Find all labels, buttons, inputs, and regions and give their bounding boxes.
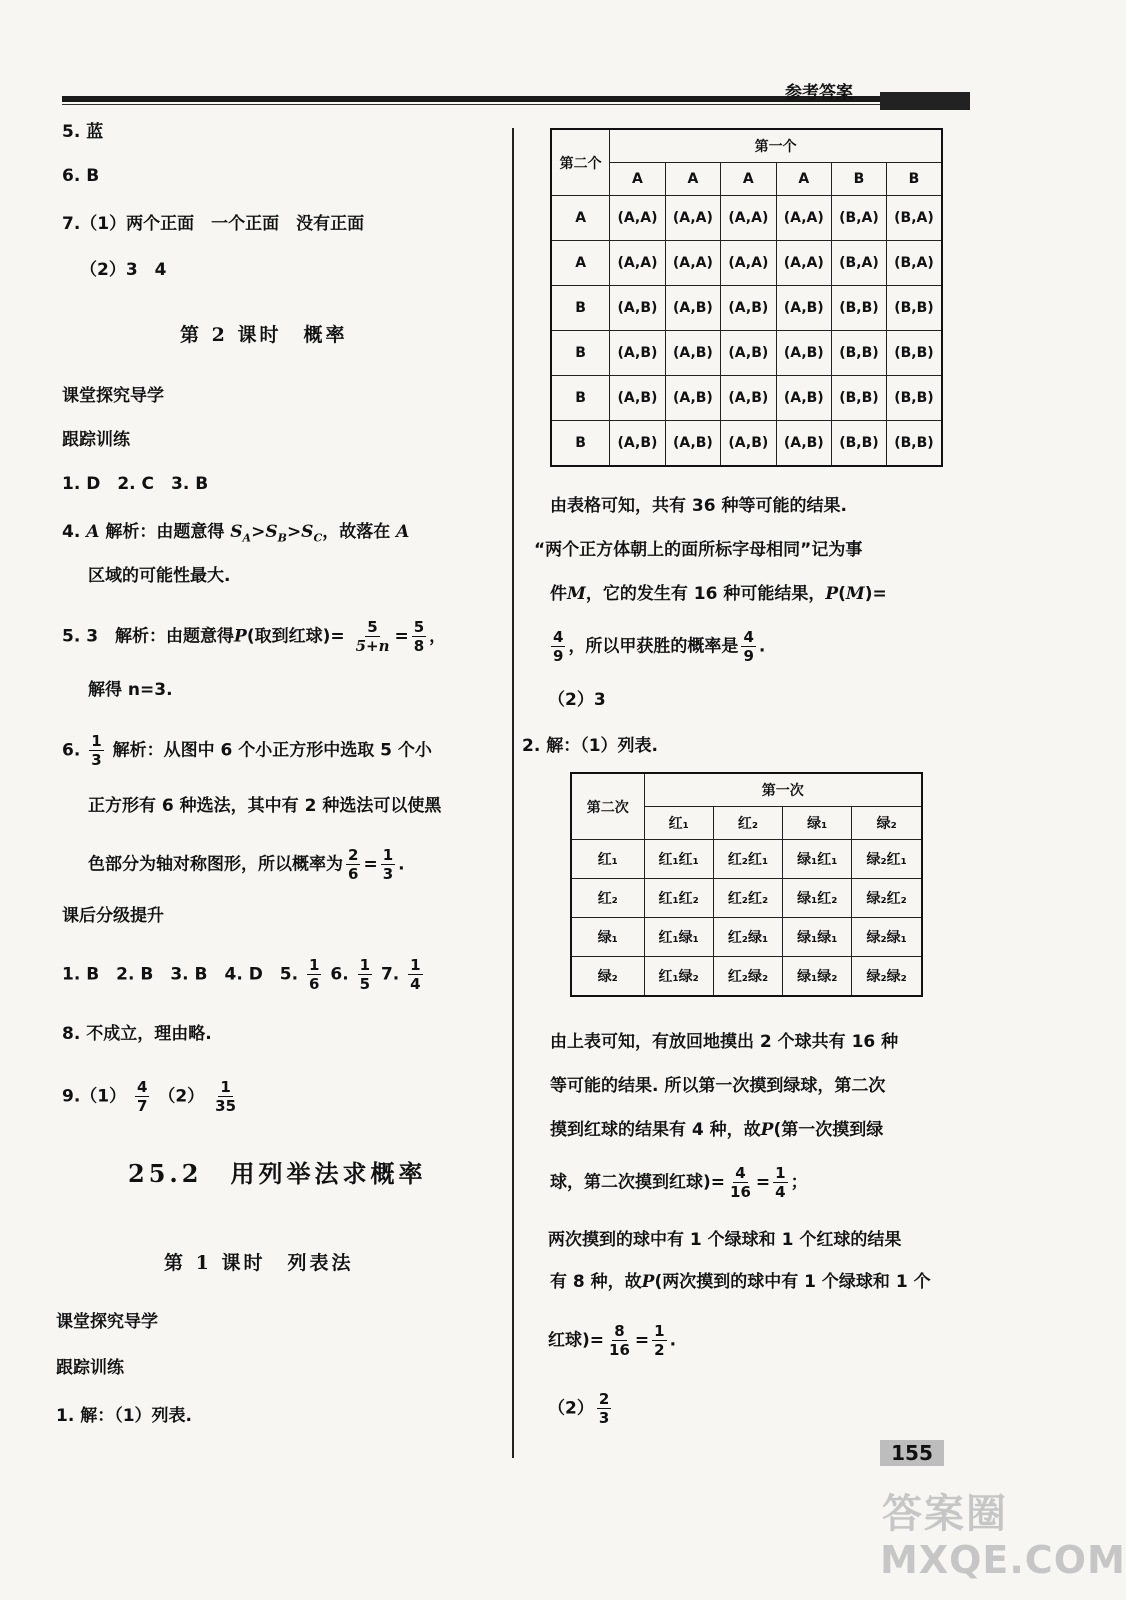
table2-corner: 第二次 (571, 773, 644, 840)
r10-fraction-2: $\frac{1}{4}$ (775, 1164, 786, 1201)
header-rule (62, 96, 882, 102)
table1-col: B (886, 163, 942, 196)
right-r13: 红球)= $\frac{8}{16}$ = $\frac{1}{2}$ . (548, 1322, 677, 1359)
table2-cell: 红₂红₁ (713, 840, 782, 879)
t4-text: 解析：由题意得 (105, 522, 225, 542)
table2-col: 红₂ (713, 807, 782, 840)
section-title-lesson2: 第 2 课时 概率 (180, 324, 348, 346)
t4-letter: A (86, 522, 100, 542)
table1-row-head: B (551, 331, 610, 376)
table1-row-head: A (551, 241, 610, 286)
table1-cell: (A,B) (665, 286, 720, 331)
table2-cell: 红₂绿₂ (713, 957, 782, 997)
right-r8: 等可能的结果. 所以第一次摸到绿球，第二次 (550, 1076, 886, 1096)
table1-cell: (B,A) (886, 196, 942, 241)
table2-cell: 红₁红₁ (644, 840, 713, 879)
table2-cell: 绿₁红₂ (783, 879, 852, 918)
table1-col: A (665, 163, 720, 196)
header-tab-bar (880, 92, 970, 110)
table1-cell: (A,B) (721, 286, 776, 331)
table1-col: A (776, 163, 831, 196)
r13-fraction-1: $\frac{8}{16}$ (609, 1322, 630, 1359)
table2-cell: 绿₂绿₂ (852, 957, 922, 997)
table1-cell: (A,B) (721, 421, 776, 467)
table-row (551, 376, 942, 421)
t5-text: 5. 3 解析：由题意得 (62, 626, 235, 647)
t4-letter2: A (396, 522, 410, 542)
table-row (571, 879, 922, 918)
table2-cell: 红₁红₂ (644, 879, 713, 918)
track-answers-1-3: 1. D 2. C 3. B (62, 474, 209, 494)
table1-cell: (A,B) (776, 331, 831, 376)
table1-row-head: B (551, 376, 610, 421)
table1-cell: (A,B) (610, 421, 665, 467)
right-r3: 件M，它的发生有 16 种可能结果，P(M)= (550, 584, 887, 604)
table1-cell: (A,B) (610, 331, 665, 376)
question-1: 1. 解：（1）列表. (56, 1406, 192, 1426)
table1-cell: (A,B) (610, 376, 665, 421)
right-r4: $\frac{4}{9}$ ，所以甲获胜的概率是 $\frac{4}{9}$ . (553, 628, 766, 665)
a1-text: 1. B 2. B 3. B 4. D 5. (62, 964, 299, 985)
table1-cell: (B,B) (886, 331, 942, 376)
track-answer-4-cont: 区域的可能性最大. (88, 566, 231, 586)
table1-cell: (A,B) (665, 376, 720, 421)
heading-after-class: 课后分级提升 (62, 906, 164, 926)
a6-fraction: $\frac{1}{5}$ (359, 956, 371, 993)
table2-cell: 绿₁绿₂ (783, 957, 852, 997)
t6-fraction-3: $\frac{1}{3}$ (382, 846, 394, 883)
answer-5: 5. 蓝 (62, 122, 104, 142)
table1-col: A (721, 163, 776, 196)
a5-fraction: $\frac{1}{6}$ (309, 956, 320, 993)
r14-fraction: $\frac{2}{3}$ (598, 1390, 610, 1427)
table1-cell: (A,B) (610, 286, 665, 331)
table1-cell: (B,B) (832, 421, 887, 467)
table2-cell: 红₁绿₂ (644, 957, 713, 997)
chapter-title: 25.2 用列举法求概率 (128, 1159, 427, 1188)
table-row (571, 957, 922, 997)
table1-cell: (A,A) (776, 241, 831, 286)
a9-fraction-2: $\frac{1}{35}$ (215, 1078, 237, 1115)
table1-cell: (A,B) (665, 421, 720, 467)
table1-cell: (A,B) (665, 331, 720, 376)
a9-fraction-1: $\frac{4}{7}$ (137, 1078, 148, 1115)
right-r10: 球，第二次摸到红球)= $\frac{4}{16}$ = $\frac{1}{4}$ ； (550, 1164, 808, 1201)
table2-col: 绿₂ (852, 807, 922, 840)
table1-cell: (B,B) (832, 286, 887, 331)
right-r11: 两次摸到的球中有 1 个绿球和 1 个红球的结果 (548, 1230, 902, 1250)
table1-cell: (A,B) (721, 376, 776, 421)
t4-text2: ，故落在 (322, 522, 391, 542)
header-label: 参考答案 (785, 83, 853, 103)
table1-col: A (610, 163, 665, 196)
after-answers-1-7 (62, 956, 426, 993)
answer-6: 6. B (62, 166, 100, 186)
table1-cell: (A,A) (776, 196, 831, 241)
r4-fraction-1: $\frac{4}{9}$ (553, 628, 564, 665)
table2-cell: 绿₂红₁ (852, 840, 922, 879)
table1-cell: (A,B) (721, 331, 776, 376)
table2-row-head: 红₁ (571, 840, 644, 879)
table1-cell: (A,A) (721, 196, 776, 241)
right-r7: 由上表可知，有放回地摸出 2 个球共有 16 种 (550, 1032, 899, 1052)
a9-text: 9.（1） (62, 1086, 127, 1107)
heading-explore: 课堂探究导学 (62, 386, 164, 406)
right-r1: 由表格可知，共有 36 种等可能的结果. (550, 496, 847, 516)
table1-cell: (A,A) (721, 241, 776, 286)
table1-cell: (A,A) (610, 196, 665, 241)
a9-text2: （2） (158, 1086, 205, 1107)
watermark-url: MXQE.COM (880, 1538, 1126, 1582)
t6-num: 6. (62, 740, 81, 761)
table2-row-head: 绿₂ (571, 957, 644, 997)
table2-cell: 红₂绿₁ (713, 918, 782, 957)
table1-cell: (B,B) (886, 376, 942, 421)
t6-end: . (398, 854, 405, 875)
table2-row-head: 红₂ (571, 879, 644, 918)
track-answer-5-solve: 解得 n=3. (88, 680, 173, 700)
table1-row-head: A (551, 196, 610, 241)
table2-col: 绿₁ (783, 807, 852, 840)
table1-cell: (A,B) (776, 286, 831, 331)
table-row (571, 918, 922, 957)
table1-cell: (B,B) (832, 331, 887, 376)
page-number: 155 (880, 1440, 944, 1466)
table1-cell: (B,B) (886, 421, 942, 467)
track-answer-6 (62, 732, 432, 769)
right-r14: （2） $\frac{2}{3}$ (548, 1390, 610, 1427)
table2-row-head: 绿₁ (571, 918, 644, 957)
table-row (551, 286, 942, 331)
track-answer-5 (62, 618, 446, 655)
a7-fraction: $\frac{1}{4}$ (410, 956, 421, 993)
t6-fraction: $\frac{1}{3}$ (91, 732, 102, 769)
right-r9: 摸到红球的结果有 4 种，故P(第一次摸到绿 (550, 1120, 884, 1140)
r4-fraction-2: $\frac{4}{9}$ (743, 628, 754, 665)
t5-text2: (取到红球)= (246, 626, 345, 647)
table1-corner: 第二个 (551, 129, 610, 196)
table1-cell: (B,B) (832, 376, 887, 421)
section-title-lesson1: 第 1 课时 列表法 (164, 1252, 354, 1274)
table1-cell: (B,A) (886, 241, 942, 286)
table1-col: B (832, 163, 887, 196)
table1-group-header: 第一个 (610, 129, 942, 163)
t5-fraction-1: $\frac{5}{5+n}$ (355, 618, 390, 655)
heading-track-2: 跟踪训练 (56, 1358, 124, 1378)
track-answer-6-line3 (88, 846, 405, 883)
right-r5: （2）3 (548, 690, 606, 710)
t5-end: ， (429, 626, 447, 647)
table1-cell: (B,A) (832, 241, 887, 286)
track-answer-4 (62, 520, 409, 550)
right-r6: 2. 解：（1）列表. (522, 736, 658, 756)
after-answer-8: 8. 不成立，理由略. (62, 1024, 212, 1044)
table2-col: 红₁ (644, 807, 713, 840)
heading-explore-2: 课堂探究导学 (56, 1312, 158, 1332)
table1-cell: (A,A) (665, 241, 720, 286)
right-r2: “两个正方体朝上的面所标字母相同”记为事 (534, 540, 863, 560)
table-letters (550, 128, 943, 467)
table2-group-header: 第一次 (644, 773, 922, 807)
t6-text: 解析：从图中 6 个小正方形中选取 5 个小 (112, 740, 432, 761)
right-r12: 有 8 种，故P(两次摸到的球中有 1 个绿球和 1 个 (550, 1272, 931, 1292)
answer-7-part2: （2）3 4 (80, 260, 167, 280)
table-row (551, 421, 942, 467)
t6-eq: = (363, 854, 378, 875)
after-answer-9 (62, 1078, 241, 1115)
table1-row-head: B (551, 421, 610, 467)
table1-cell: (A,A) (610, 241, 665, 286)
table2-cell: 绿₁绿₁ (783, 918, 852, 957)
table1-cell: (A,A) (665, 196, 720, 241)
a7-text: 7. (380, 964, 400, 985)
t6-text3: 色部分为轴对称图形，所以概率为 (88, 854, 343, 875)
column-divider (512, 128, 514, 1458)
table1-cell: (B,B) (886, 286, 942, 331)
answer-7: 7.（1）两个正面 一个正面 没有正面 (62, 214, 365, 234)
t6-fraction-2: $\frac{2}{6}$ (348, 846, 359, 883)
table1-cell: (B,A) (832, 196, 887, 241)
table1-cell: (A,B) (776, 421, 831, 467)
table-row (551, 241, 942, 286)
table2-cell: 绿₂绿₁ (852, 918, 922, 957)
header-rule-thin (62, 104, 882, 105)
table-row (551, 196, 942, 241)
r13-fraction-2: $\frac{1}{2}$ (654, 1322, 665, 1359)
t5-fraction-2: $\frac{5}{8}$ (413, 618, 425, 655)
table2-cell: 红₂红₂ (713, 879, 782, 918)
t5-p: P (234, 626, 247, 647)
table2-cell: 红₁绿₁ (644, 918, 713, 957)
t5-eq: = (394, 626, 409, 647)
table2-cell: 绿₂红₂ (852, 879, 922, 918)
table2-cell: 绿₁红₁ (783, 840, 852, 879)
table-row (551, 331, 942, 376)
r10-fraction-1: $\frac{4}{16}$ (730, 1164, 751, 1201)
table1-cell: (A,B) (776, 376, 831, 421)
table-row (571, 840, 922, 879)
t4-num: 4. (62, 522, 81, 542)
watermark-logo: 答案圈 (882, 1491, 1008, 1537)
a6-text: 6. (330, 964, 349, 985)
table1-row-head: B (551, 286, 610, 331)
heading-track: 跟踪训练 (62, 430, 130, 450)
t4-inequality: $S_A>S_B>S_C$ (230, 522, 323, 545)
table-balls (570, 772, 923, 997)
track-answer-6-line2: 正方形有 6 种选法，其中有 2 种选法可以使黑 (88, 796, 442, 816)
